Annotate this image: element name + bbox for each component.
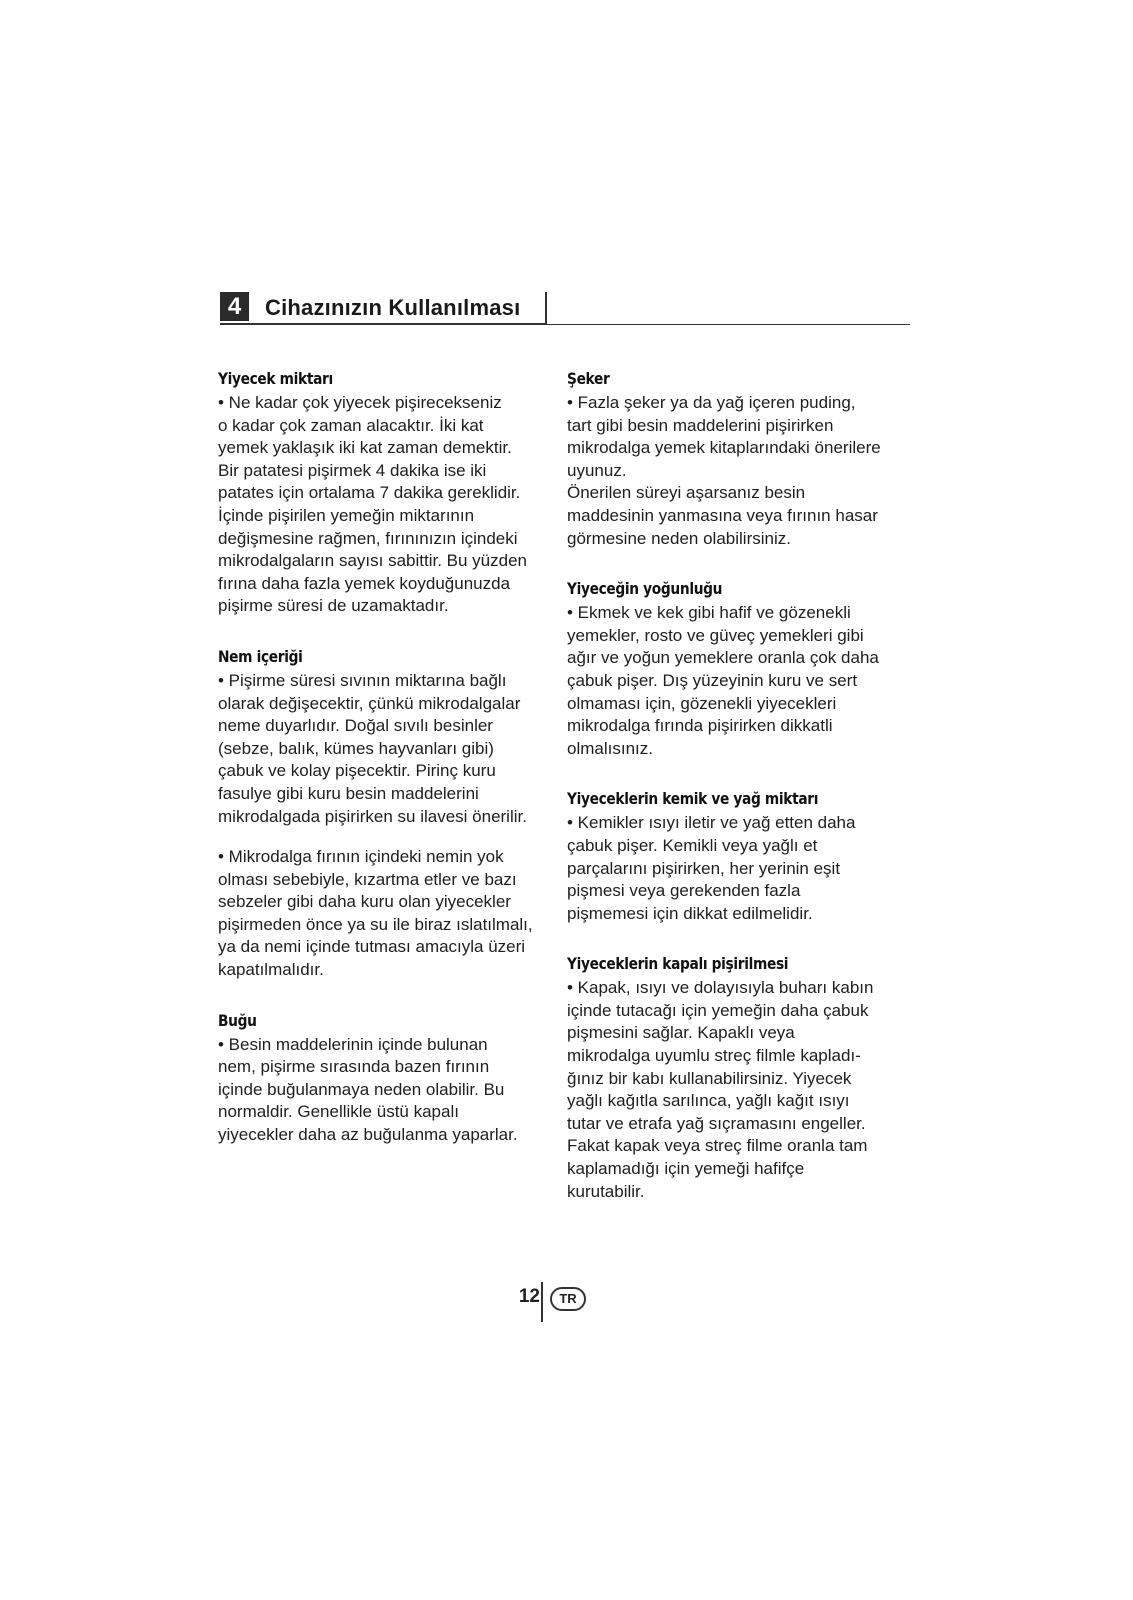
section-yiyecegin-yogunlugu bbox=[567, 578, 907, 760]
section-title: Nem içeriği bbox=[218, 646, 303, 666]
chapter-title-separator bbox=[545, 292, 547, 324]
footer-separator bbox=[541, 1282, 543, 1322]
section-bugu bbox=[218, 1010, 558, 1147]
right-column bbox=[567, 368, 907, 1231]
page-footer bbox=[510, 1282, 610, 1322]
section-title: Yiyeceklerin kemik ve yağ miktarı bbox=[567, 789, 819, 809]
chapter-number-badge: 4 bbox=[220, 292, 249, 321]
chapter-rule bbox=[220, 324, 910, 325]
section-paragraph: • Ne kadar çok yiyecek pişirecekseniz o kadar çok zaman alacaktır. İki kat yemek yaklaşık iki kat zaman demektir. Bir patatesi pişirmek 4 dakika ise iki patates için ortalama 7 dakika gereklidir. İçinde pişirilen yemeğin miktarının değişmesine rağmen, fırınınızın içindeki mikrodalgaların sayısı sabittir. Bu yüzden fırına daha fazla yemek koyduğunuzda pişirme süresi de uzamaktadır. bbox=[218, 393, 527, 616]
section-title: Buğu bbox=[218, 1010, 257, 1030]
section-paragraph: • Kemikler ısıyı iletir ve yağ etten daha çabuk pişer. Kemikli veya yağlı et parçalarını pişirirken, her yerinin eşit pişmesi veya gerekenden fazla pişmemesi için dikkat edilmelidir. bbox=[567, 813, 856, 923]
section-kapali-pisirilmesi bbox=[567, 953, 907, 1203]
chapter-header bbox=[220, 292, 910, 332]
section-title: Yiyeceğin yoğunluğu bbox=[567, 579, 723, 599]
section-title: Yiyecek miktarı bbox=[218, 369, 333, 388]
section-title: Şeker bbox=[567, 369, 610, 388]
section-paragraph: • Mikrodalga fırının içindeki nemin yok olması sebebiyle, kızartma etler ve bazı sebzeler gibi daha kuru olan yiyecekler pişirmeden önce ya su ile biraz ıslatılmalı, ya da nemi içinde tutması amacıyla üzeri kapatılmalıdır. bbox=[218, 847, 533, 980]
section-nem-icerigi bbox=[218, 646, 558, 982]
section-title: Yiyeceklerin kapalı pişirilmesi bbox=[567, 954, 789, 974]
section-kemik-yag-miktari bbox=[567, 788, 907, 925]
section-seker bbox=[567, 368, 907, 550]
section-paragraph: • Fazla şeker ya da yağ içeren puding, tart gibi besin maddelerini pişirirken mikrodalga yemek kitaplarındaki önerilere uyunuz. Önerilen süreyi aşarsanız besin maddesinin yanmasına veya fırının hasar görmesine neden olabilirsiniz. bbox=[567, 393, 881, 548]
page-number: 12 bbox=[518, 1286, 540, 1307]
section-paragraph: • Pişirme süresi sıvının miktarına bağlı olarak değişecektir, çünkü mikrodalgalar neme duyarlıdır. Doğal sıvılı besinler (sebze, balık, kümes hayvanları gibi) çabuk ve kolay pişecektir. Pirinç kuru fasulye gibi kuru besin maddelerini mikrodalgada pişirirken su ilavesi önerilir. bbox=[218, 670, 527, 826]
language-badge: TR bbox=[550, 1287, 586, 1311]
section-paragraph: • Besin maddelerinin içinde bulunan nem, pişirme sırasında bazen fırının içinde buğulanmaya neden olabilir. Bu normaldir. Genellikle üstü kapalı yiyecekler daha az buğulanma yaparlar. bbox=[218, 1034, 518, 1145]
section-paragraph: • Ekmek ve kek gibi hafif ve gözenekli yemekler, rosto ve güveç yemekleri gibi ağır ve yoğun yemeklere oranla çok daha çabuk pişer. Dış yüzeyinin kuru ve sert olmaması için, gözenekli yiyecekleri mikrodalga fırında pişirirken dikkatli olmalısınız. bbox=[567, 603, 879, 758]
left-column bbox=[218, 368, 558, 1175]
section-yiyecek-miktari bbox=[218, 368, 558, 618]
section-paragraph: • Kapak, ısıyı ve dolayısıyla buharı kabın içinde tutacağı için yemeğin daha çabuk pişmesini sağlar. Kapaklı veya mikrodalga uyumlu streç filmle kapladı- ğınız bir kabı kullanabilirsiniz. Yiyecek yağlı kağıtla sarılınca, yağlı kağıt ısıyı tutar ve etrafa yağ sıçramasını engeller. Fakat kapak veya streç filme oranla tam kaplamadığı için yemeği hafifçe kurutabilir. bbox=[567, 978, 874, 1201]
chapter-title: Cihazınızın Kullanılması bbox=[265, 295, 521, 320]
